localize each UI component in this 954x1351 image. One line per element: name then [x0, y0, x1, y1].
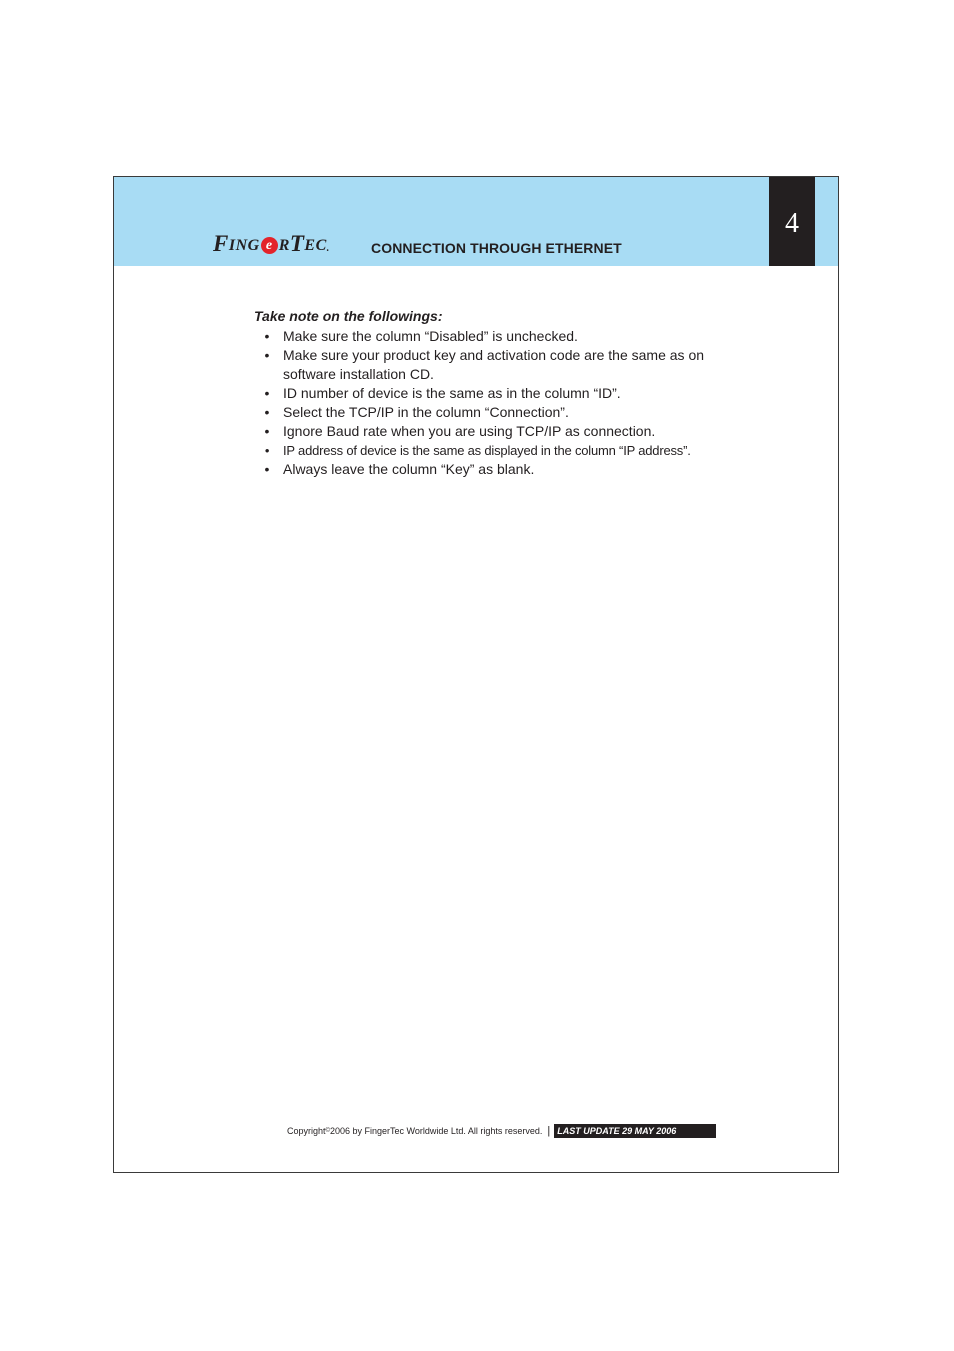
logo-e-mark: e: [261, 237, 278, 254]
list-item: [262, 441, 732, 460]
page-number-tab: [769, 177, 815, 266]
bullet-icon: •: [264, 385, 270, 401]
bullet-icon: •: [264, 347, 270, 363]
list-item: [262, 384, 732, 403]
logo-letter-r: R: [278, 237, 290, 254]
footer: [287, 1124, 716, 1138]
logo-letter-f: F: [213, 231, 229, 256]
fingertec-logo: [213, 232, 330, 256]
list-item-text: Always leave the column “Key” as blank.: [283, 461, 535, 477]
bullet-icon: •: [264, 423, 270, 439]
logo-letters-ec: EC: [304, 237, 327, 254]
bullet-icon: •: [264, 443, 270, 458]
page-number: 4: [785, 207, 799, 239]
list-item: [262, 460, 732, 479]
logo-letters-ing: ING: [228, 237, 260, 254]
logo-letter-t: T: [289, 231, 305, 256]
bullet-icon: •: [264, 328, 270, 344]
list-item-text: Make sure the column “Disabled” is unchecked.: [283, 328, 578, 344]
bullet-icon: •: [264, 461, 270, 477]
copyright-mark: ©: [325, 1128, 330, 1134]
list-item-text: ID number of device is the same as in the column “ID”.: [283, 385, 621, 401]
note-list: [262, 327, 732, 479]
note-heading: Take note on the followings:: [254, 308, 443, 324]
list-item: [262, 327, 732, 346]
page-frame: [113, 176, 839, 1173]
list-item: [262, 422, 732, 441]
footer-separator: |: [547, 1125, 551, 1137]
bullet-icon: •: [264, 404, 270, 420]
copyright-text: 2006 by FingerTec Worldwide Ltd. All rights reserved.: [329, 1126, 543, 1136]
list-item-text: Ignore Baud rate when you are using TCP/IP as connection.: [283, 423, 656, 439]
list-item-text: IP address of device is the same as displayed in the column “IP address”.: [283, 443, 691, 458]
logo-trademark-dot: .: [326, 243, 330, 254]
list-item-text: Select the TCP/IP in the column “Connection”.: [283, 404, 569, 420]
list-item: [262, 403, 732, 422]
list-item-text: Make sure your product key and activation code are the same as on software installation CD.: [283, 347, 705, 382]
copyright-prefix: Copyright: [287, 1126, 326, 1136]
last-update-badge: LAST UPDATE 29 MAY 2006: [554, 1124, 716, 1138]
section-title: CONNECTION THROUGH ETHERNET: [371, 240, 622, 256]
list-item: [262, 346, 732, 384]
